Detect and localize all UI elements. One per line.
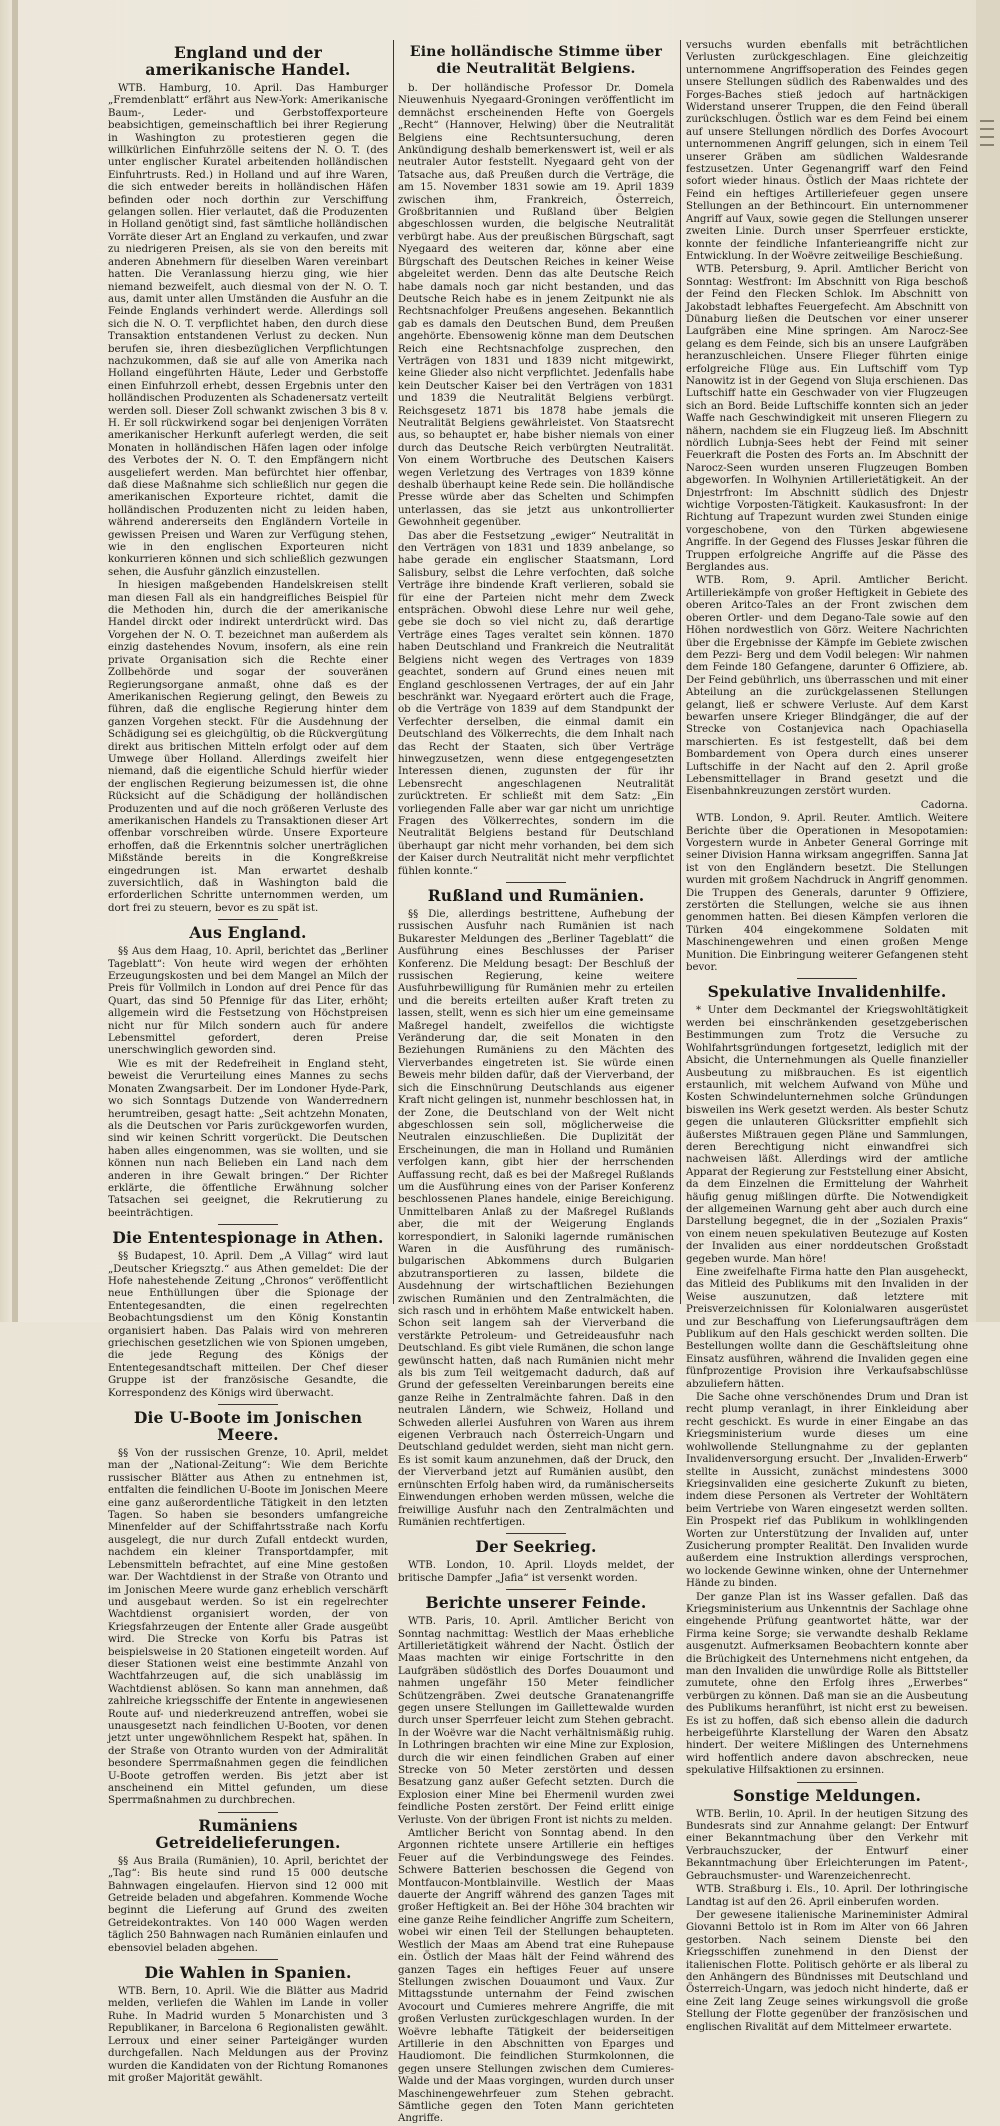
article-paragraph: §§ Budapest, 10. April. Dem „A Villag“ wird laut „Deutscher Kriegsztg.“ aus Athen gemeldet: Die der Hofe nahestehende Zeitung „Chronos“ veröffentlicht neue Enthüllungen über die Spionage der Ententegesandten, die einen regelrechten Beobachtungsdienst um den König Konstantin organisiert haben. Das Palais wird von mehreren griechischen gesetzlichen wie von Spionen umgeben, die jede Regung des Königs der Ententegesandtschaft mitteilen. Der Chef dieser Gruppe ist der französische Gesandte, die Korrespondenz des Königs wird überwacht. <box>108 1251 388 1399</box>
article-divider <box>797 978 857 979</box>
article-divider <box>797 1782 857 1783</box>
article-paragraph: WTB. Straßburg i. Els., 10. April. Der lothringische Landtag ist auf den 26. April einberufen worden. <box>686 1884 968 1908</box>
headline: Die U-Boote im Jonischen Meere. <box>133 1408 363 1445</box>
article-neutralitaet-belgiens <box>398 44 674 878</box>
headline: Aus England. <box>189 923 307 943</box>
article-paragraph: §§ Die, allerdings bestrittene, Aufhebung der russischen Ausfuhr nach Rumänien ist nach Bukarester Meldungen des „Berliner Tageblatt“ die Ausführung eines Beschlusses der Pariser Konferenz. Die Meldung besagt: Der Beschluß der russischen Regierung, keine weitere Ausfuhrbewilligung für Rumänien mehr zu erteilen und die bereits erteilten außer Kraft treten zu lassen, stellt, wenn es sich hier um eine gemeinsame Maßregel handelt, zweifellos die wichtigste Veränderung dar, die seit Monaten in den Beziehungen Rumäniens zu den Mächten des Vierverbandes eingetreten ist. Sie würde einen Beweis mehr bilden dafür, daß der Vierverband, der sich die Einschnürung Deutschlands aus eigener Kraft nicht gelingen ist, nunmehr beschlossen hat, in der Zone, die Deutschland von der Welt nicht abgeschlossen sein soll, möglicherweise die Neutralen einzuschließen. Die Duplizität der Erscheinungen, die man in Holland und Rumänien verfolgen kann, gibt hier der herrschenden Auffassung recht, daß es bei der Maßregel Rußlands um die Ausführung eines von der Pariser Konferenz beschlossenen Planes handele, einige Bereichigung. Unmittelbaren Anlaß zu der Maßregel Rußlands aber, die mit der Weigerung Englands korrespondiert, in Saloniki lagernde rumänischen Waren in die Ausführung des rumänisch-bulgarischen Abkommens durch Bulgarien abzutransportieren zu lassen, bildete die Ausdehnung der wirtschaftlichen Beziehungen zwischen Rumänien und den Zentralmächten, die sich rasch und in erhöhtem Maße entwickelt haben. Schon seit langem sah der Vierverband die verstärkte Petroleum- und Getreideausfuhr nach Deutschland. Es gibt viele Rumänen, die schon lange gewünscht hatten, daß nach Rumänien nicht mehr als bis zum Teil weitgemacht dadurch, daß auf Grund der gefesselten Vereinbarungen bereits eine ganze Reihe in Zentralmächte fahren. Daß in den neutralen Ländern, wie Schweiz, Holland und Schweden allerlei Ausfuhren von Waren aus ihrem eigenen Verbrauch nach Österreich-Ungarn und Deutschland geduldet werden, sieht man nicht gern. Es ist somit kaum anzunehmen, daß der Druck, den der Vierverband jetzt auf Rumänien ausübt, den ernünschten Erfolg haben wird, da rumänischerseits Einwendungen erhoben werden müssen, welche die freiwillige Ausfuhr nach den Zentralmächten und Rumänien rechtfertigen. <box>398 909 674 1528</box>
article-paragraph: WTB. Rom, 9. April. Amtlicher Bericht. Artilleriekämpfe von großer Heftigkeit in Gebiete des oberen Aritco-Tales an der Front zwischen dem oberen Ortler- und dem Degano-Tale sowie auf den Höhen nordwestlich von Görz. Weitere Nachrichten über die Ergebnisse der Kämpfe im Gebiete zwischen dem Pezzi- Berg und dem Vodil belegen: Wir nahmen dem Feinde 180 Gefangene, darunter 6 Offiziere, ab. Der Feind gebührlich, uns überrasschen und mit einer Abteilung an die zurückgelassenen Stellungen gelangt, ließ er schwere Verluste. Auf dem Karst bewarfen unsere Krieger Blindgänger, die auf der Strecke von Costanjevica nach Opachiasella marschierten. Es ist festgestellt, daß bei dem Bombardement von Opera durch eines unserer Luftschiffe in der Nacht auf den 2. April große Lebensmittellager in Brand gesetzt und die Eisenbahnkreuzungen zerstört wurden. <box>686 575 968 798</box>
article-paragraph: WTB. Paris, 10. April. Amtlicher Bericht von Sonntag nachmittag: Westlich der Maas erhebliche Artillerietätigkeit während der Nacht. Östlich der Maas machten wir einige Fortschritte in den Laufgräben südöstlich des Dorfes Douaumont und nahmen ungefähr 150 Meter feindlicher Schützengräben. Zwei deutsche Granatenangriffe gegen unsere Stellungen im Gaillettewalde wurden durch unser Sperrfeuer leicht zum Stehen gebracht. In der Woëvre war die Nacht verhältnismäßig ruhig. In Lothringen brachten wir eine Mine zur Explosion, durch die wir einen feindlichen Graben auf einer Strecke von 50 Meter zerstörten und dessen Besatzung ganz außer Gefecht setzten. Durch die Explosion einer Mine bei Ehermenil wurden zwei feindliche Posten zerstört. Der Feind erlitt einige Verluste. Von der übrigen Front ist nichts zu melden. <box>398 1616 674 1826</box>
headline: Die Ententespionage in Athen. <box>112 1228 384 1248</box>
column-2 <box>398 40 674 2125</box>
article-paragraph: Der ganze Plan ist ins Wasser gefallen. Daß das Kriegsministerium aus Unkenntnis der Sachlage ohne eingehende Prüfung geantwortet hätte, war der Firma keine Sorge; sie verwandte deshalb Reklame ausgenutzt. Aufmerksamen Beobachtern konnte aber die Brüchigkeit des Unternehmens nicht entgehen, da man den Invaliden die unwürdige Rolle als Bittsteller zumutete, ohne den Erfolg ihres „Erwerbes“ verbürgen zu können. Daß man sie an die Ausbeutung des Publikums heranführt, ist nicht erst zu beweisen. Es ist zu hoffen, daß sich ebenso allein die dadurch herbeigeführte Klarstellung der Waren den Absatz hindert. Der weitere Mißlingen des Unternehmens wird hoffentlich andere davon abschrecken, neue spekulative Hilfsaktionen zu ersinnen. <box>686 1591 968 1777</box>
article-paragraph: WTB. London, 9. April. Reuter. Amtlich. Weitere Berichte über die Operationen in Mesopotamien: Vorgestern wurde in Anbeter General Gorringe mit seiner Division Hanna wirksam angegriffen. Sanna Jat ist von den Engländern besetzt. Die Stellungen wurden mit großem Nachdruck in Angriff genommen. Die Truppen des Generals, darunter 9 Offiziere, zerstörten die Stellungen, welche sie aus ihnen genommen hatten. Bei diesen Kämpfen verloren die Türken 404 eingekommene Soldaten mit Maschinengewehren und einen großen Menge Munition. Die Einbringung weiterer Gefangenen steht bevor. <box>686 813 968 974</box>
article-paragraph: Der gewesene italienische Marineminister Admiral Giovanni Bettolo ist in Rom im Alter von 66 Jahren gestorben. Nach seinem Dienste bei den Kriegsschiffen zunehmend in den Dienst der italienischen Flotte. Politisch gehörte er als liberal zu den Anhängern des Bündnisses mit Deutschland und Österreich-Ungarn, was jedoch nicht hinderte, daß er eine Zeit lang Zeuge seines wirkungsvoll die große Stellung der Flotte gegenüber der französischen und englischen Rivalität auf dem Mittelmeer erwartete. <box>686 1909 968 2033</box>
article-paragraph: versuchs wurden ebenfalls mit beträchtlichen Verlusten zurückgeschlagen. Eine gleichzeitig unternommene Angriffsoperation des Feindes gegen unsere Stellungen südlich des Rabenwaldes und des Forges-Baches stieß jedoch auf hartnäckigen Widerstand unserer Truppen, die den Feind überall zurückschlugen. Östlich war es dem Feind bei einem auf unsere Stellungen nördlich des Dorfes Avocourt unternommenen Angriff gelungen, sich in einem Teil unserer Gräben am südlichen Waldesrande festzusetzen. Unter Gegenangriff warf den Feind sofort wieder hinaus. Östlich der Maas richtete der Feind ein heftiges Artilleriefeuer gegen unsere Stellungen an der Bethincourt. Ein unternommener Angriff auf Vaux, sowie gegen die Stellungen unserer zweiten Linie. Durch unser Sperrfeuer erstickte, konnte der feindliche Infanterieangriffe nicht zur Entwicklung. In der Woëvre zeitweilige Beschießung. <box>686 40 968 262</box>
headline: Rumäniens Getreidelieferungen. <box>155 1815 341 1852</box>
article-paragraph: Amtlicher Bericht von Sonntag abend. In den Argonnen richtete unsere Artillerie ein heftiges Feuer auf die Verbindungswege des Feindes. Schwere Batterien beschossen die Gegend von Montfaucon-Montblainville. Westlich der Maas dauerte der Angriff während des ganzen Tages mit großer Heftigkeit an. Bei der Höhe 304 brachten wir eine ganze Reihe feindlicher Angriffe zum Scheitern, wobei wir einen Teil der Stellungen behaupteten. Westlich der Maas am Abend trat eine Ruhepause ein. Östlich der Maas hält der Feind während des ganzen Tages ein heftiges Feuer auf unsere Stellungen zwischen Douaumont und Vaux. Zur Mittagsstunde unternahm der Feind zwischen Avocourt und Cumieres mehrere Angriffe, die mit großen Verlusten zurückgeschlagen wurden. In der Woëvre lebhafte Tätigkeit der beiderseitigen Artillerie in den Abschnitten von Eparges und Haudiomont. Die feindlichen Sturmkolonnen, die gegen unsere Stellungen zwischen dem Cumieres-Walde und der Maas vorgingen, wurden durch unser Maschinengewehrfeuer zum Stehen gebracht. Sämtliche gegen den Toten Mann gerichteten Angriffe. <box>398 1828 674 2125</box>
article-paragraph: Die Sache ohne verschönendes Drum und Dran ist recht plump veranlagt, in ihrer Einkleidung aber recht geschickt. Es wurde in einer Eingabe an das Kriegsministerium wurde dieses um eine wohlwollende Stellungnahme zu der geplanten Invalidenversorgung ersucht. Der „Invaliden-Erwerb“ stellte in Aussicht, zunächst mindestens 3000 Kriegsinvaliden eine gesicherte Zukunft zu bieten, indem diese Personen als Vertreter der Wohltätern beim Vertriebe von Waren eingesetzt werden sollten. Ein Prospekt rief das Publikum in wohlklingenden Worten zur Unterstützung der Invaliden auf, unter Zusicherung prompter Realität. Den Invaliden wurde außerdem eine Instruktion allerdings versprochen, wo lockende Gewinne winken, ohne der Unternehmer Hände zu binden. <box>686 1392 968 1590</box>
column-rule-1 <box>393 40 394 1304</box>
article-england-handel <box>108 44 388 915</box>
article-divider <box>506 882 566 883</box>
article-paragraph: Wie es mit der Redefreiheit in England steht, beweist die Verurteilung eines Mannes zu sechs Monaten Zwangsarbeit. Der im Londoner Hyde-Park, wo sich Sonntags Dutzende von Wanderrednern herumtreiben, gesagt hatte: „Seit achtzehn Monaten, als die Deutschen vor Paris zurückgeworfen wurden, sind wir keinen Schritt vorgerückt. Die Deutschen haben alles eingenommen, was sie wollten, und sie können nun nach Belieben ein Land nach dem anderen in ihre Gewalt bringen.“ Der Richter erklärte, die öffentliche Erwähnung solcher Tatsachen sei geeignet, die Rekrutierung zu beeinträchtigen. <box>108 1058 388 1219</box>
adjacent-page-strip <box>976 0 1000 1322</box>
article-paragraph: WTB. Bern, 10. April. Wie die Blätter aus Madrid melden, verliefen die Wahlen im Lande in voller Ruhe. In Madrid wurden 5 Monarchisten und 3 Republikaner, in Barcelona 6 Regionalisten gewählt. Lerroux und einer seiner Parteigänger wurden durchgefallen. Nach Meldungen aus der Provinz wurden die Kandidaten von der Richtung Romanones mit großer Majorität gewählt. <box>108 1986 388 2084</box>
article-paragraph: WTB. Hamburg, 10. April. Das Hamburger „Fremdenblatt“ erfährt aus New-York: Amerikanische Baum-, Leder- und Gerbstoffexporteure beabsichtigen, gemeinschaftlich bei ihrer Regierung in Washington zu protestieren gegen die willkürlichen Einfuhrzölle seitens der N. O. T. (des unter englischer Kuratel arbeitenden holländischen Einfuhrtrusts. Red.) in Holland und auf ihre Waren, die sich entweder bereits in holländischen Häfen befinden oder noch dorthin zur Verschiffung gelangen sollen. Hier verlautet, daß die Produzenten in Holland genötigt sind, fast sämtliche holländischen Vorräte dieser Art an England zu verkaufen, und zwar zu niedrigeren Preisen, als sie von den bereits mit anderen Abnehmern für dieselben Waren vereinbart hatten. Die Veranlassung hierzu ging, wie hier niemand bezweifelt, auch diesmal von der N. O. T. aus, damit unter allen Umständen die Ausfuhr an die Feinde Englands verhindert werde. Allerdings soll sich die N. O. T. verpflichtet haben, den durch diese Transaktion entstandenen Verlust zu decken. Nun berufen sie, ihren diesbezüglichen Verpflichtungen nachzukommen, daß sie auf alle von Amerika nach Holland eingeführten Häute, Leder und Gerbstoffe einen Einfuhrzoll erhebt, dessen Ergebnis unter den holländischen Produzenten als Schadenersatz verteilt werden soll. Dieser Zoll schwankt zwischen 3 bis 8 v. H. Er soll rückwirkend sogar bei denjenigen Vorräten amerikanischer Herkunft auferlegt werden, die seit Monaten in holländischen Häfen lagen oder infolge des Verbotes der N. O. T. den Empfängern nicht ausgeliefert werden. Man befürchtet hier offenbar, daß diese Maßnahme sich schließlich nur gegen die amerikanischen Exporteure richtet, damit die holländischen Produzenten nicht zu leiden haben, während andererseits den Engländern Vorteile in gewissen Preisen und Waren zur Verfügung stehen, wie in den englischen Exporteuren nicht konkurrieren können und sich schließlich gezwungen sehen, die Ausfuhr gänzlich einzustellen. <box>108 83 388 578</box>
article-paragraph: §§ Von der russischen Grenze, 10. April, meldet man der „National-Zeitung“: Wie dem Berichte russischer Blätter aus Athen zu entnehmen ist, entfalten die feindlichen U-Boote im Jonischen Meere eine ganz außerordentliche Tätigkeit in den letzten Tagen. So haben sie besonders umfangreiche Minenfelder auf der Schiffahrtsstraße nach Korfu ausgelegt, die nur durch Zufall entdeckt wurden, nachdem ein kleiner Transportdampfer, mit Lebensmitteln befrachtet, auf eine Mine gestoßen war. Der Wachtdienst in der Straße von Otranto und im Jonischen Meere wurde ganz erheblich verschärft und ausgebaut werden. So ist ein regelrechter Wachtdienst organisiert worden, der von Kriegsfahrzeugen der Entente aller Grade ausgeübt wird. Die Strecke von Korfu bis Patras ist beispielsweise in 20 Stationen eingeteilt worden. Auf dieser Stationen weist eine bestimmte Anzahl von Wachtfahrzeugen auf, die sich unablässig im Wachtdienst ablösen. So kann man annehmen, daß zahlreiche kriegsschiffe der Entente in angewiesenen Route auf- und niederkreuzend antreffen, wobei sie unausgesetzt nach feindlichen U-Booten, vor denen jetzt unter ungewöhnlichem Respekt hat, spähen. In der Straße von Otranto wurden von der Admiralität besondere Sperrmaßnahmen gegen die feindlichen U-Boote getroffen werden. Bis jetzt aber ist anscheinend ein Mittel gefunden, um diese Sperrmaßnahmen zu durchbrechen. <box>108 1448 388 1807</box>
article-seekrieg <box>398 1538 674 1585</box>
column-1 <box>108 40 388 2084</box>
article-divider <box>218 1812 278 1813</box>
article-divider <box>506 1589 566 1590</box>
article-paragraph: §§ Aus Braila (Rumänien), 10. April, berichtet der „Tag“: Bis heute sind rund 15 000 deutsche Bahnwagen eingelaufen. Hiervon sind 12 000 mit Getreide beladen und abgefahren. Kommende Woche beginnt die Lieferung auf Grund des zweiten Getreidekontraktes. Von 140 000 Wagen werden täglich 250 Bahnwagen nach Rumänien einlaufen und ebensoviel beladen abgehen. <box>108 1855 388 1954</box>
headline: England und der amerikanische Handel. <box>145 43 351 79</box>
article-paragraph: Eine zweifelhafte Firma hatte den Plan ausgeheckt, das Mitleid des Publikums mit den Invaliden in der Weise auszunutzen, daß letztere mit Preisverzeichnissen für Kolonialwaren ausgerüstet und zur Beschaffung von Lieferungsaufträgen dem Publikum auf den Hals geschickt werden sollten. Die Bestellungen wollte dann die Geschäftsleitung ohne Einsatz ausführen, während die Invaliden gegen eine fünfprozentige Provision ihre Verkaufsabschlüsse abzuliefern hätten. <box>686 1267 968 1390</box>
article-rumaenien-getreide <box>108 1817 388 1955</box>
headline: Die Wahlen in Spanien. <box>144 1963 352 1983</box>
article-berichte-feinde <box>398 1594 674 2126</box>
headline: Eine holländische Stimme über die Neutralität Belgiens. <box>409 44 663 77</box>
article-divider <box>218 1959 278 1960</box>
article-paragraph: In hiesigen maßgebenden Handelskreisen stellt man diesen Fall als ein handgreifliches Beispiel für die Methoden hin, durch die der amerikanische Handel dirckt oder indirekt unterdrückt wird. Das Vorgehen der N. O. T. bezeichnet man außerdem als einzig dastehendes Novum, insofern, als eine rein private Organisation sich die Rechte einer Zollbehörde und sogar der souveränen Regierungsorgane anmaßt, ohne daß es der Amerikanischen Regierung gelingt, den Beweis zu führen, daß die englische Regierung hinter dem ganzen Vorgehen steckt. Für die Ausdehnung der Schädigung sei es gleichgültig, ob die Rückvergütung direkt aus britischen Mitteln erfolgt oder auf dem Umwege über Holland. Allerdings zweifelt hier niemand, daß die eigentliche Schuld hierfür wieder der englischen Regierung beizumessen ist, die ohne Rücksicht auf die Schädigung der holländischen Produzenten und auf die noch größeren Verluste des amerikanischen Handels zu Transaktionen dieser Art offenbar vorschreiben würde. Unsere Exporteure erhoffen, daß die Erkenntnis solcher unerträglichen Mißstände bereits in die Kongreßkreise eingedrungen ist. Man erwartet deshalb zuversichtlich, daß in Washington bald die erforderlichen Schritte unternommen werden, um dort frei zu steuern, bevor es zu spät ist. <box>108 580 388 914</box>
article-u-boote <box>108 1409 388 1808</box>
article-divider <box>218 919 278 920</box>
article-wahlen-spanien <box>108 1964 388 2085</box>
article-paragraph: WTB. Petersburg, 9. April. Amtlicher Bericht von Sonntag: Westfront: Im Abschnitt von Riga beschoß der Feind den Flecken Schlok. Im Abschnitt von Jakobstadt lebhaftes Feuergefecht. Am Abschnitt von Dünaburg ließen die Deutschen vor einer unserer Laufgräben eine Mine springen. Am Narocz-See gelang es dem Feinde, sich bis an unsere Laufgräben heranzuschleichen. Unsere Flieger führten einige erfolgreiche Flüge aus. Ein Luftschiff vom Typ Nanowitz ist in der Gegend von Sluja erschienen. Das Luftschiff hatte ein Geschwader von vier Flugzeugen sich an Bord. Beide Luftschiffe konnten sich an jeder Waffe nach Geschwindigkeit mit unseren Fliegern zu nähern, nachdem sie ein Flugzeug ließ. Im Abschnitt nördlich Lubnja-Sees hebt der Feind mit seiner Feuerkraft die Posten des Forts an. Im Abschnitt der Narocz-Seen wurden unseren Flugzeugen Bomben abgeworfen. In Wolhynien Artillerietätigkeit. An der Dnjestrfront: Im Abschnitt südlich des Dnjestr wichtige Vorposten-Tätigkeit. Kaukasusfront: In der Richtung auf Trapezunt wurden zwei Stunden einige vorgeschobene, von den Türken abgewiesene Angriffe. In der Gegend des Flusses Jeskar führen die Truppen erfolgreiche Angriffe auf die Pässe des Berglandes aus. <box>686 264 968 574</box>
article-spekulative-invalidenhilfe <box>686 983 968 1777</box>
article-paragraph: §§ Aus dem Haag, 10. April, berichtet das „Berliner Tageblatt“: Von heute wird wegen der erhöhten Erzeugungskosten und bei dem Mangel an Milch der Preis für Vollmilch in London auf drei Pence für das Quart, das sind 50 Pfennige für das Liter, erhöht; allgemein wird die Festsetzung von Höchstpreisen nicht nur für Milch sondern auch für andere Lebensmittel gefordert, deren Preise unerschwinglich geworden sind. <box>108 946 388 1057</box>
column-3 <box>686 40 968 2033</box>
article-paragraph: b. Der holländische Professor Dr. Domela Nieuwenhuis Nyegaard-Groningen veröffentlicht im demnächst erscheinenden Hefte von Goergels „Recht“ (Hannover, Helwing) über die Neutralität Belgiens eine Rechtsuntersuchung, deren Ankündigung deshalb bemerkenswert ist, weil er als neutraler Autor feststellt. Nyegaard geht von der Tatsache aus, daß Preußen durch die Verträge, die am 15. November 1831 sowie am 19. April 1839 zwischen ihm, Frankreich, Österreich, Großbritannien und Rußland über Belgien abgeschlossen wurden, die belgische Neutralität verbürgt habe. Aus der preußischen Bürgschaft, sagt Nyegaard des weiteren dar, könne aber eine Bürgschaft des Deutschen Reiches in keiner Weise abgeleitet werden. Denn das alte Deutsche Reich habe damals noch gar nicht bestanden, und das Deutsche Reich habe es in jenem Zeitpunkt nie als Rechtsnachfolger Preußens angesehen. Bekanntlich gab es damals den Deutschen Bund, dem Preußen angehörte. Ebensowenig könne man dem Deutschen Reich eine Rechtsnachfolge zusprechen, den Verträgen von 1831 und 1839 nicht mitgewirkt, keine Glieder also nicht verpflichtet. Jedenfalls habe kein Deutscher Kaiser bei den Verträgen von 1831 und 1839 die Neutralität Belgiens verbürgt. Reichsgesetz 1871 bis 1878 habe jemals die Neutralität Belgiens gewährleistet. Von Staatsrecht aus, so behauptet er, habe bisher niemals von einer durch das Deutsche Reich verbürgten Neutralität. Von einem Wortbruche des Deutschen Kaisers wegen Verletzung des Vertrages von 1839 könne deshalb überhaupt keine Rede sein. Die holländische Presse würde aber das Schelten und Schimpfen unterlassen, das sie jetzt aus unkontrollierter Gewohnheit gegenüber. <box>398 83 674 529</box>
article-berichte-feinde-continued <box>686 40 968 974</box>
article-sonstige-meldungen <box>686 1787 968 2034</box>
article-divider <box>506 1533 566 1534</box>
headline: Der Seekrieg. <box>475 1537 597 1557</box>
article-paragraph: WTB. Berlin, 10. April. In der heutigen Sitzung des Bundesrats sind zur Annahme gelangt: Der Entwurf einer Bekanntmachung über den Verkehr mit Verbrauchszucker, der Entwurf einer Bekanntmachung über Erleichterungen im Patent-, Gebrauchsmuster- und Warenzeichenrecht. <box>686 1808 968 1882</box>
column-rule-2 <box>680 40 681 1304</box>
article-divider <box>218 1224 278 1225</box>
binding-edge <box>12 0 18 1322</box>
signature: Cadorna. <box>920 799 968 811</box>
article-divider <box>218 1404 278 1405</box>
headline: Spekulative Invalidenhilfe. <box>707 982 947 1002</box>
article-paragraph: Das aber die Festsetzung „ewiger“ Neutralität in den Verträgen von 1831 und 1839 anbelange, so habe gerade ein englischer Staatsmann, Lord Salisbury, selbst die Lehre verfochten, daß solche Verträge ihre bindende Kraft verlieren, sobald sie für eine der Parteien nicht mehr dem Zweck entsprächen. Obwohl diese Lehre nur weil gehe, gebe sie doch so viel nicht zu, daß derartige Verträge eines Tages veraltet sein können. 1870 haben Deutschland und Frankreich die Neutralität Belgiens nicht wegen des Vertrages von 1839 geachtet, sondern auf Grund eines neuen mit England geschlossenen Vertrages, der auf ein Jahr beschränkt war. Nyegaard erörtert auch die Frage, ob die Verträge von 1839 auf dem Standpunkt der Verfechter derselben, die einmal damit ein Deutschland des Völkerrechts, die dem Inhalt nach das Recht der Staaten, sich über Verträge hinwegzusetzen, wenn diese entgegengesetzten Interessen dienen, zugunsten der für ihr Lebensrecht angeschlagenen Neutralität zurücktreten. Er schließt mit dem Satz: „Ein vorliegenden Falle aber war gar nicht um unrichtige Fragen des Völkerrechtes, sondern im die Neutralität Belgiens bestand für Deutschland überhaupt gar nicht mehr vorhanden, bei dem sich der Kaiser durch Neutralität nicht mehr verpflichtet fühlen konnte.“ <box>398 530 674 877</box>
article-paragraph: * Unter dem Deckmantel der Kriegswohltätigkeit werden bei einschränkenden gesetzgeberischen Bestimmungen zum Trotz die Versuche zu Wohlfahrtsgründungen fortgesetzt, lediglich mit der Absicht, die Unternehmungen als Quelle finanzieller Ausbeutung zu mißbrauchen. Es ist eigentlich erstaunlich, mit welchem Aufwand von Mühe und Kosten Schwindelunternehmen solche Gründungen bisweilen ins Werk gesetzt werden. Als bester Schutz gegen die unlauteren Glücksritter empfiehlt sich äußerstes Mißtrauen gegen Pläne und Sammlungen, deren Berechtigung nicht einwandfrei sich nachweisen läßt. Allerdings wird der amtliche Apparat der Regierung zur Feststellung einer Absicht, da dem Einzelnen die Ermittelung der Wahrheit häufig genug mißlingen dürfte. Die Notwendigkeit der allgemeinen Warnung geht aber auch durch eine Darstellung begegnet, die in der „Sozialen Praxis“ von einem neuen spekulativen Beutezuge auf Kosten der Invaliden aus einer norddeutschen Großstadt gegeben wurde. Man höre! <box>686 1005 968 1265</box>
headline: Rußland und Rumänien. <box>427 886 645 905</box>
article-ententespionage <box>108 1229 388 1400</box>
headline: Sonstige Meldungen. <box>732 1785 922 1805</box>
headline: Berichte unserer Feinde. <box>425 1593 647 1613</box>
article-aus-england <box>108 924 388 1220</box>
article-russland-rumaenien <box>398 887 674 1529</box>
article-paragraph: WTB. London, 10. April. Lloyds meldet, der britische Dampfer „Jafia“ ist versenkt worden. <box>398 1560 674 1584</box>
